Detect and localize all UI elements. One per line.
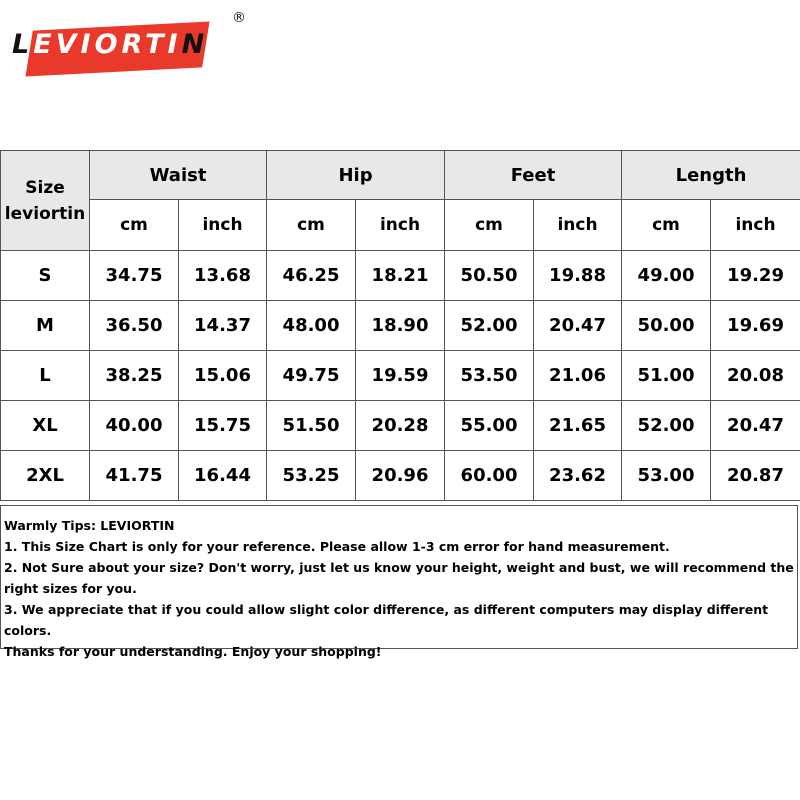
measurement-cell: 20.47 [711,401,800,451]
size-label-cell: 2XL [1,451,90,501]
tips-line-1: 1. This Size Chart is only for your reference. Please allow 1-3 cm error for hand measurement. [4,539,670,554]
measurement-cell: 18.21 [356,251,445,301]
measurement-cell: 19.88 [534,251,622,301]
size-label-cell: S [1,251,90,301]
measurement-cell: 49.00 [622,251,711,301]
measurement-cell: 53.50 [445,351,534,401]
size-label-cell: L [1,351,90,401]
size-label-cell: XL [1,401,90,451]
group-header-hip: Hip [267,151,445,200]
unit-header-row [1,200,800,251]
group-header-length: Length [622,151,800,200]
measurement-cell: 21.06 [534,351,622,401]
measurement-cell: 36.50 [90,301,179,351]
measurement-cell: 19.59 [356,351,445,401]
warmly-tips-box [0,505,798,659]
table-row [1,351,800,401]
brand-logo [10,10,246,84]
measurement-cell: 14.37 [179,301,267,351]
measurement-cell: 41.75 [90,451,179,501]
tips-line-4: Thanks for your understanding. Enjoy your shopping! [4,644,382,659]
measurement-cell: 50.50 [445,251,534,301]
measurement-cell: 53.25 [267,451,356,501]
table-row [1,401,800,451]
table-row [1,251,800,301]
unit-header-cell: cm [622,200,711,251]
unit-header-cell: inch [179,200,267,251]
measurement-cell: 52.00 [445,301,534,351]
measurement-cell: 20.87 [711,451,800,501]
measurement-cell: 38.25 [90,351,179,401]
measurement-cell: 19.29 [711,251,800,301]
tips-title: Warmly Tips: LEVIORTIN [4,518,175,533]
measurement-cell: 53.00 [622,451,711,501]
unit-header-cell: inch [356,200,445,251]
tips-line-2: 2. Not Sure about your size? Don't worry, just let us know your height, weight and bust, we will recommend the right sizes for you. [4,560,794,596]
measurement-cell: 46.25 [267,251,356,301]
group-header-row [1,151,800,200]
measurement-cell: 55.00 [445,401,534,451]
measurement-cell: 34.75 [90,251,179,301]
measurement-cell: 48.00 [267,301,356,351]
measurement-cell: 20.47 [534,301,622,351]
group-header-waist: Waist [90,151,267,200]
size-header-line-2: leviortin [4,203,86,224]
measurement-cell: 19.69 [711,301,800,351]
size-header-cell [1,151,90,251]
unit-header-cell: inch [711,200,800,251]
measurement-cell: 16.44 [179,451,267,501]
measurement-cell: 20.28 [356,401,445,451]
measurement-cell: 49.75 [267,351,356,401]
measurement-cell: 20.08 [711,351,800,401]
size-label-cell: M [1,301,90,351]
measurement-cell: 15.06 [179,351,267,401]
group-header-feet: Feet [445,151,622,200]
measurement-cell: 18.90 [356,301,445,351]
measurement-cell: 51.00 [622,351,711,401]
unit-header-cell: cm [90,200,179,251]
measurement-cell: 60.00 [445,451,534,501]
unit-header-cell: cm [445,200,534,251]
measurement-cell: 15.75 [179,401,267,451]
unit-header-cell: inch [534,200,622,251]
unit-header-cell: cm [267,200,356,251]
measurement-cell: 51.50 [267,401,356,451]
table-row [1,301,800,351]
measurement-cell: 52.00 [622,401,711,451]
size-header-line-1: Size [25,177,65,198]
table-row [1,451,800,501]
measurement-cell: 13.68 [179,251,267,301]
tips-line-3: 3. We appreciate that if you could allow slight color difference, as different computers may display different colors. [4,602,769,638]
measurement-cell: 50.00 [622,301,711,351]
measurement-cell: 21.65 [534,401,622,451]
measurement-cell: 20.96 [356,451,445,501]
size-chart-table [0,150,800,501]
logo-wordmark: LEVIORTIN [12,29,209,60]
measurement-cell: 40.00 [90,401,179,451]
measurement-cell: 23.62 [534,451,622,501]
registered-mark: ® [232,10,246,26]
